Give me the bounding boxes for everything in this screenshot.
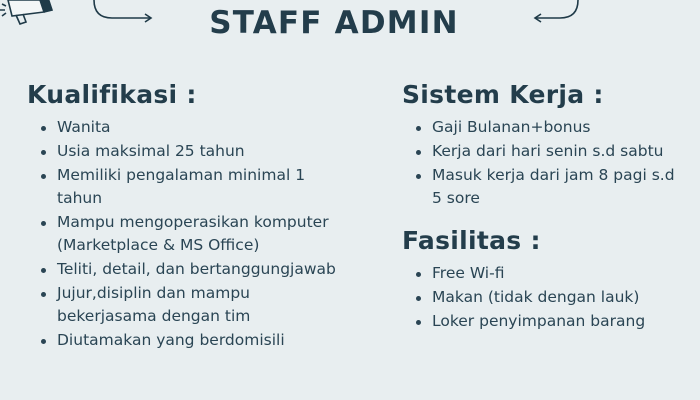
list-item: Wanita — [27, 116, 347, 139]
kualifikasi-heading: Kualifikasi : — [27, 80, 197, 109]
fasilitas-section — [402, 226, 687, 333]
sistem-kerja-list — [402, 116, 687, 210]
list-item: Diutamakan yang berdomisili — [27, 329, 347, 352]
list-item: Kerja dari hari senin s.d sabtu — [402, 140, 687, 163]
right-column — [402, 80, 687, 334]
list-item: Usia maksimal 25 tahun — [27, 140, 347, 163]
sistem-kerja-section — [402, 80, 687, 210]
kualifikasi-section — [27, 80, 347, 353]
bullet-icon — [416, 150, 421, 155]
list-item: Jujur,disiplin dan mampu bekerjasama dengan tim — [27, 282, 347, 328]
list-item: Gaji Bulanan+bonus — [402, 116, 687, 139]
list-item: Makan (tidak dengan lauk) — [402, 286, 687, 309]
sistem-kerja-heading: Sistem Kerja : — [402, 80, 604, 109]
fasilitas-heading: Fasilitas : — [402, 226, 541, 255]
bullet-icon — [41, 268, 46, 273]
kualifikasi-list — [27, 116, 347, 352]
bullet-icon — [41, 221, 46, 226]
list-item: Teliti, detail, dan bertanggungjawab — [27, 258, 347, 281]
bullet-icon — [41, 339, 46, 344]
bullet-icon — [416, 126, 421, 131]
bullet-icon — [416, 174, 421, 179]
list-item: Loker penyimpanan barang — [402, 310, 687, 333]
bullet-icon — [416, 320, 421, 325]
bullet-icon — [41, 174, 46, 179]
fasilitas-list — [402, 262, 687, 333]
list-item: Mampu mengoperasikan komputer (Marketplace & MS Office) — [27, 211, 347, 257]
list-item: Free Wi-fi — [402, 262, 687, 285]
page-title: STAFF ADMIN — [209, 5, 459, 41]
bullet-icon — [41, 150, 46, 155]
bullet-icon — [41, 292, 46, 297]
bullet-icon — [41, 126, 46, 131]
list-item: Masuk kerja dari jam 8 pagi s.d 5 sore — [402, 164, 687, 210]
bullet-icon — [416, 296, 421, 301]
list-item: Memiliki pengalaman minimal 1 tahun — [27, 164, 347, 210]
bullet-icon — [416, 272, 421, 277]
